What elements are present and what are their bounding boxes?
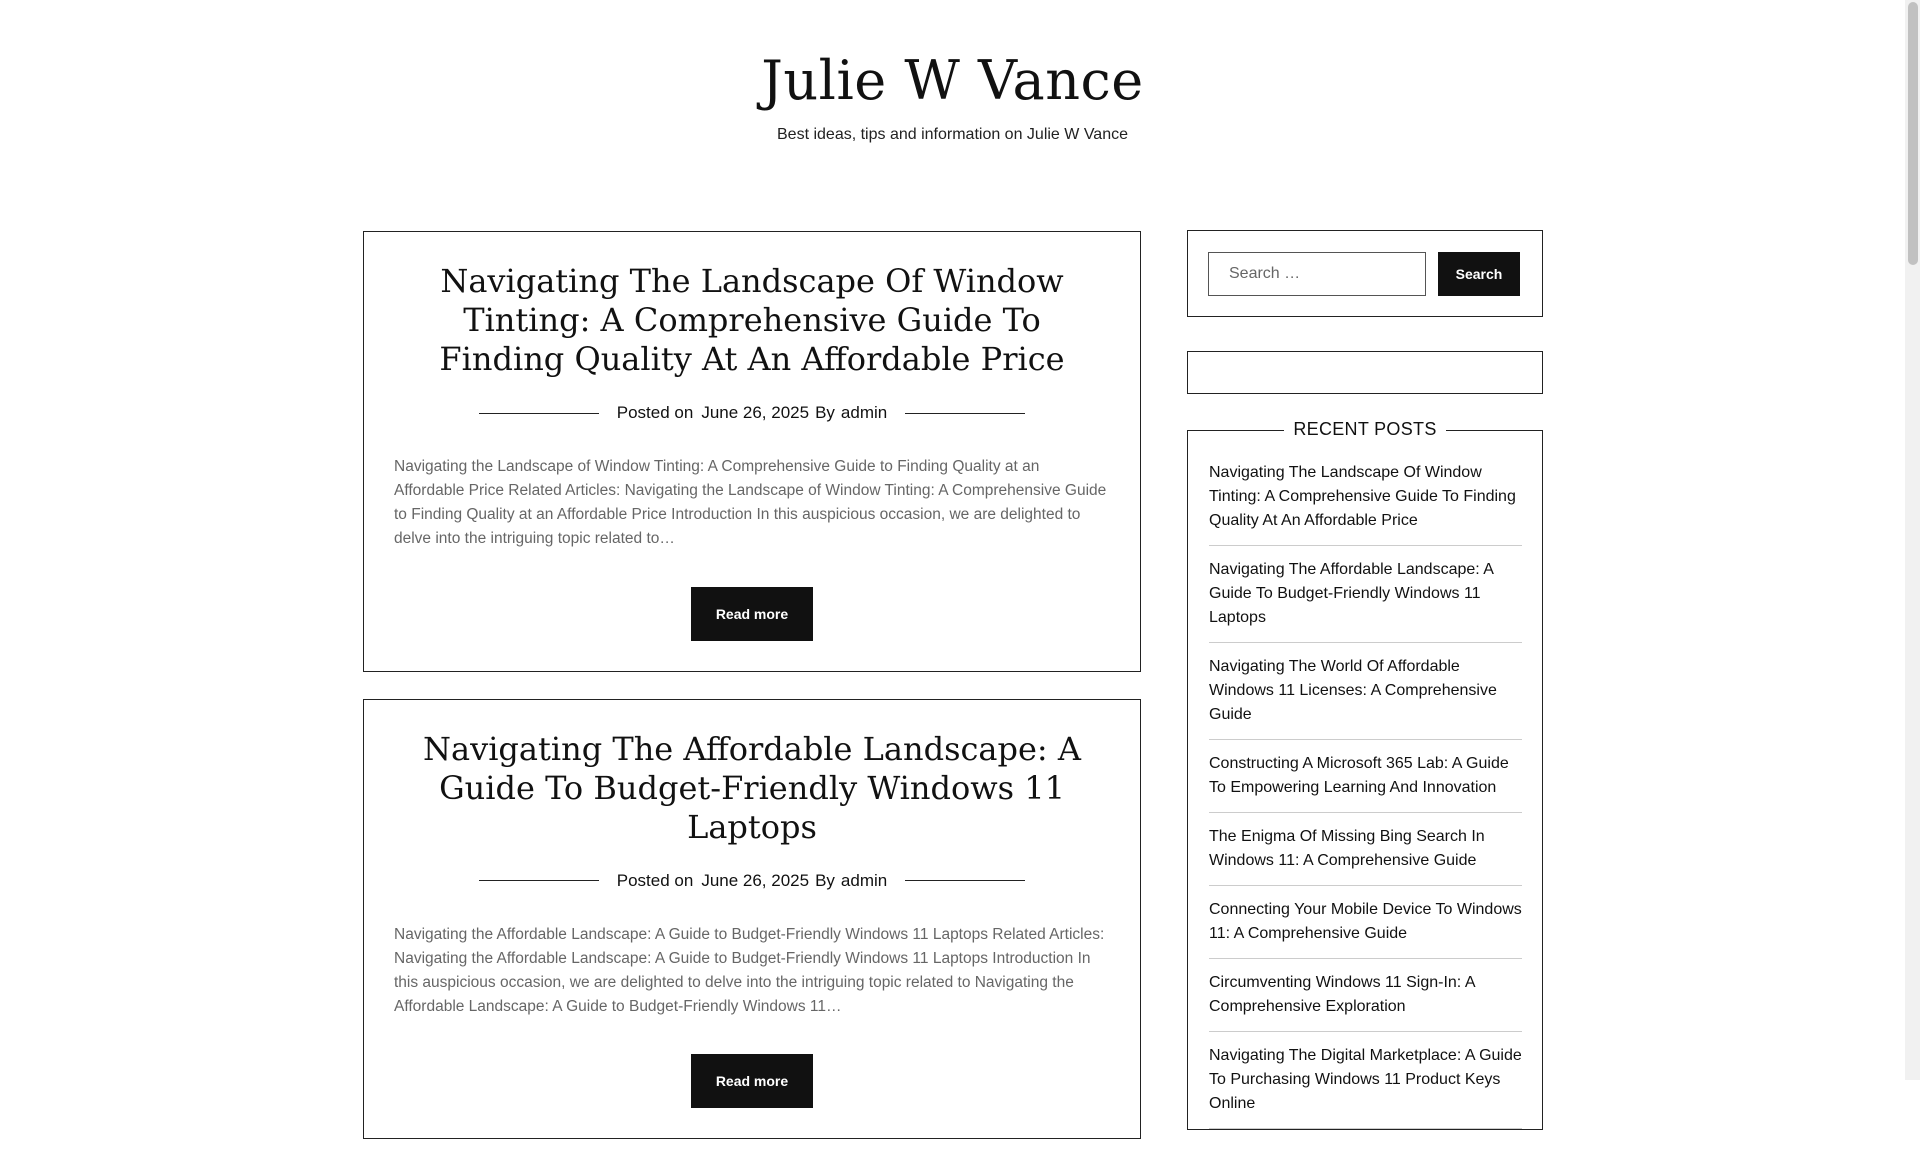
list-item bbox=[1209, 959, 1522, 1032]
recent-posts-widget bbox=[1187, 419, 1543, 1130]
meta-text bbox=[617, 871, 887, 891]
posted-on-label: Posted on bbox=[616, 403, 694, 422]
meta-text bbox=[617, 403, 887, 423]
read-more-button[interactable]: Read more bbox=[691, 1054, 813, 1108]
list-item bbox=[1209, 740, 1522, 813]
by-label: By bbox=[815, 870, 835, 890]
search-button[interactable]: Search bbox=[1438, 252, 1520, 296]
post-excerpt: Navigating the Affordable Landscape: A Guide to Budget-Friendly Windows 11 Laptops Related Articles: Navigating the Affordable Landscape: A Guide to Budget-Friendly Windows 11 Laptops Introduction In this auspicious occasion, we are delighted to delve into the intriguing topic related to Navigating the Affordable Landscape: A Guide to Budget-Friendly Windows 11… bbox=[394, 925, 1105, 1015]
post-card bbox=[363, 699, 1141, 1140]
page-scrollbar[interactable] bbox=[1905, 0, 1920, 1080]
recent-posts-list bbox=[1209, 461, 1522, 1129]
meta-divider-left bbox=[479, 413, 599, 414]
list-item bbox=[1209, 886, 1522, 959]
recent-post-link[interactable]: Navigating The Landscape Of Window Tinting: A Comprehensive Guide To Finding Quality At An Affordable Price bbox=[1209, 464, 1516, 529]
recent-posts-heading bbox=[1188, 419, 1542, 440]
post-date-link[interactable]: June 26, 2025 bbox=[701, 870, 810, 890]
meta-divider-right bbox=[905, 880, 1025, 881]
post-card bbox=[363, 231, 1141, 672]
site-header bbox=[0, 0, 1905, 144]
by-label: By bbox=[815, 403, 835, 422]
search-input[interactable] bbox=[1208, 252, 1426, 296]
scrollbar-thumb[interactable] bbox=[1908, 2, 1918, 265]
author-link[interactable]: admin bbox=[840, 403, 888, 422]
main-content bbox=[363, 231, 1141, 1166]
post-excerpt: Navigating the Landscape of Window Tinting: A Comprehensive Guide to Finding Quality at an Affordable Price Related Articles: Navigating the Landscape of Window Tinting: A Comprehensive Guide to Finding Quality at an Affordable Price Introduction In this auspicious occasion, we are delighted to delve into the intriguing topic related to… bbox=[394, 458, 1107, 547]
recent-post-link[interactable]: Navigating The Affordable Landscape: A Guide To Budget-Friendly Windows 11 Laptops bbox=[1209, 561, 1494, 626]
list-item bbox=[1209, 546, 1522, 643]
recent-post-link[interactable]: The Enigma Of Missing Bing Search In Windows 11: A Comprehensive Guide bbox=[1209, 828, 1485, 869]
list-item bbox=[1209, 643, 1522, 740]
site-title[interactable]: Julie W Vance bbox=[761, 49, 1144, 112]
post-title[interactable]: Navigating The Landscape Of Window Tinting: A Comprehensive Guide To Finding Quality At An Affordable Price bbox=[439, 262, 1065, 378]
post-title[interactable]: Navigating The Affordable Landscape: A Guide To Budget-Friendly Windows 11 Laptops bbox=[423, 729, 1081, 846]
post-meta bbox=[394, 871, 1110, 891]
post-meta bbox=[394, 403, 1110, 423]
list-item bbox=[1209, 813, 1522, 886]
recent-post-link[interactable]: Circumventing Windows 11 Sign-In: A Comprehensive Exploration bbox=[1209, 974, 1475, 1015]
meta-divider-right bbox=[905, 413, 1025, 414]
posted-on-label: Posted on bbox=[616, 870, 694, 890]
list-item bbox=[1209, 1032, 1522, 1129]
site-tagline: Best ideas, tips and information on Julie W Vance bbox=[777, 126, 1128, 143]
list-item bbox=[1209, 461, 1522, 546]
search-widget bbox=[1187, 230, 1543, 317]
post-date-link[interactable]: June 26, 2025 bbox=[701, 403, 810, 422]
sidebar bbox=[1187, 230, 1543, 1130]
recent-post-link[interactable]: Connecting Your Mobile Device To Windows 11: A Comprehensive Guide bbox=[1209, 901, 1522, 942]
recent-post-link[interactable]: Constructing A Microsoft 365 Lab: A Guide To Empowering Learning And Innovation bbox=[1209, 755, 1509, 796]
read-more-button[interactable]: Read more bbox=[691, 587, 813, 641]
empty-widget bbox=[1187, 351, 1543, 394]
recent-posts-heading-text: RECENT POSTS bbox=[1284, 419, 1445, 439]
recent-post-link[interactable]: Navigating The Digital Marketplace: A Guide To Purchasing Windows 11 Product Keys Online bbox=[1209, 1047, 1522, 1112]
author-link[interactable]: admin bbox=[840, 870, 888, 890]
meta-divider-left bbox=[479, 880, 599, 881]
recent-post-link[interactable]: Navigating The World Of Affordable Windows 11 Licenses: A Comprehensive Guide bbox=[1209, 658, 1497, 723]
